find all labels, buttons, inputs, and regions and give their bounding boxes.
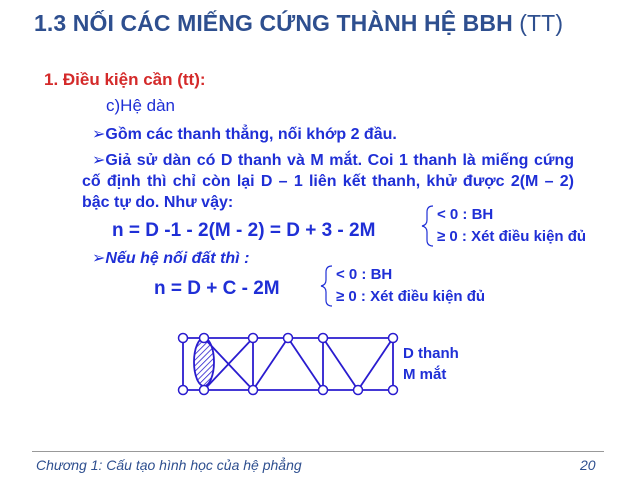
arrow-bullet-icon: ➢ xyxy=(92,152,106,169)
subheading: c)Hệ dàn xyxy=(106,96,175,115)
condition-2-negative: < 0 : BH xyxy=(336,266,393,283)
joint-icon xyxy=(200,386,209,395)
formula-1: n = D -1 - 2(M - 2) = D + 3 - 2M xyxy=(112,220,376,241)
truss-diagram xyxy=(183,338,393,390)
condition-1-negative: < 0 : BH xyxy=(437,206,494,223)
arrow-bullet-icon: ➢ xyxy=(92,126,106,143)
bullet-2-text: Nếu hệ nối đất thì : xyxy=(105,250,250,267)
condition-1-nonnegative: ≥ 0 : Xét điều kiện đủ xyxy=(437,228,587,245)
joint-icon xyxy=(319,386,328,395)
joint-icon xyxy=(354,386,363,395)
joint-icon xyxy=(249,334,258,343)
brace-2-icon xyxy=(321,266,332,306)
joint-icon xyxy=(249,386,258,395)
arrow-bullet-icon: ➢ xyxy=(92,250,106,267)
diagram-label-joints: M mắt xyxy=(403,366,447,383)
formula-2: n = D + C - 2M xyxy=(154,278,280,299)
diagram-label-bars: D thanh xyxy=(403,345,459,362)
footer-chapter: Chương 1: Cấu tạo hình học của hệ phẳng xyxy=(36,457,302,473)
joint-icon xyxy=(179,386,188,395)
joint-icon xyxy=(179,334,188,343)
joint-icon xyxy=(319,334,328,343)
joint-icon xyxy=(200,334,209,343)
page-number: 20 xyxy=(580,457,596,473)
section-heading: 1. Điều kiện cần (tt): xyxy=(44,70,206,89)
page-title: 1.3 NỐI CÁC MIẾNG CỨNG THÀNH HỆ BBH (TT) xyxy=(34,10,564,36)
brace-1-icon xyxy=(422,206,433,246)
joint-icon xyxy=(389,386,398,395)
joint-icon xyxy=(284,334,293,343)
footer-divider xyxy=(32,451,604,452)
paragraph-text: Giả sử dàn có D thanh và M mắt. Coi 1 thanh là miếng cứng cố định thì chỉ còn lại D – 1 liên kết thanh, khử được 2(M – 2) bậc tự do. Như vậy: xyxy=(82,152,574,211)
condition-2-nonnegative: ≥ 0 : Xét điều kiện đủ xyxy=(336,288,486,305)
bullet-1-text: Gồm các thanh thẳng, nối khớp 2 đầu. xyxy=(105,126,397,143)
joint-icon xyxy=(389,334,398,343)
